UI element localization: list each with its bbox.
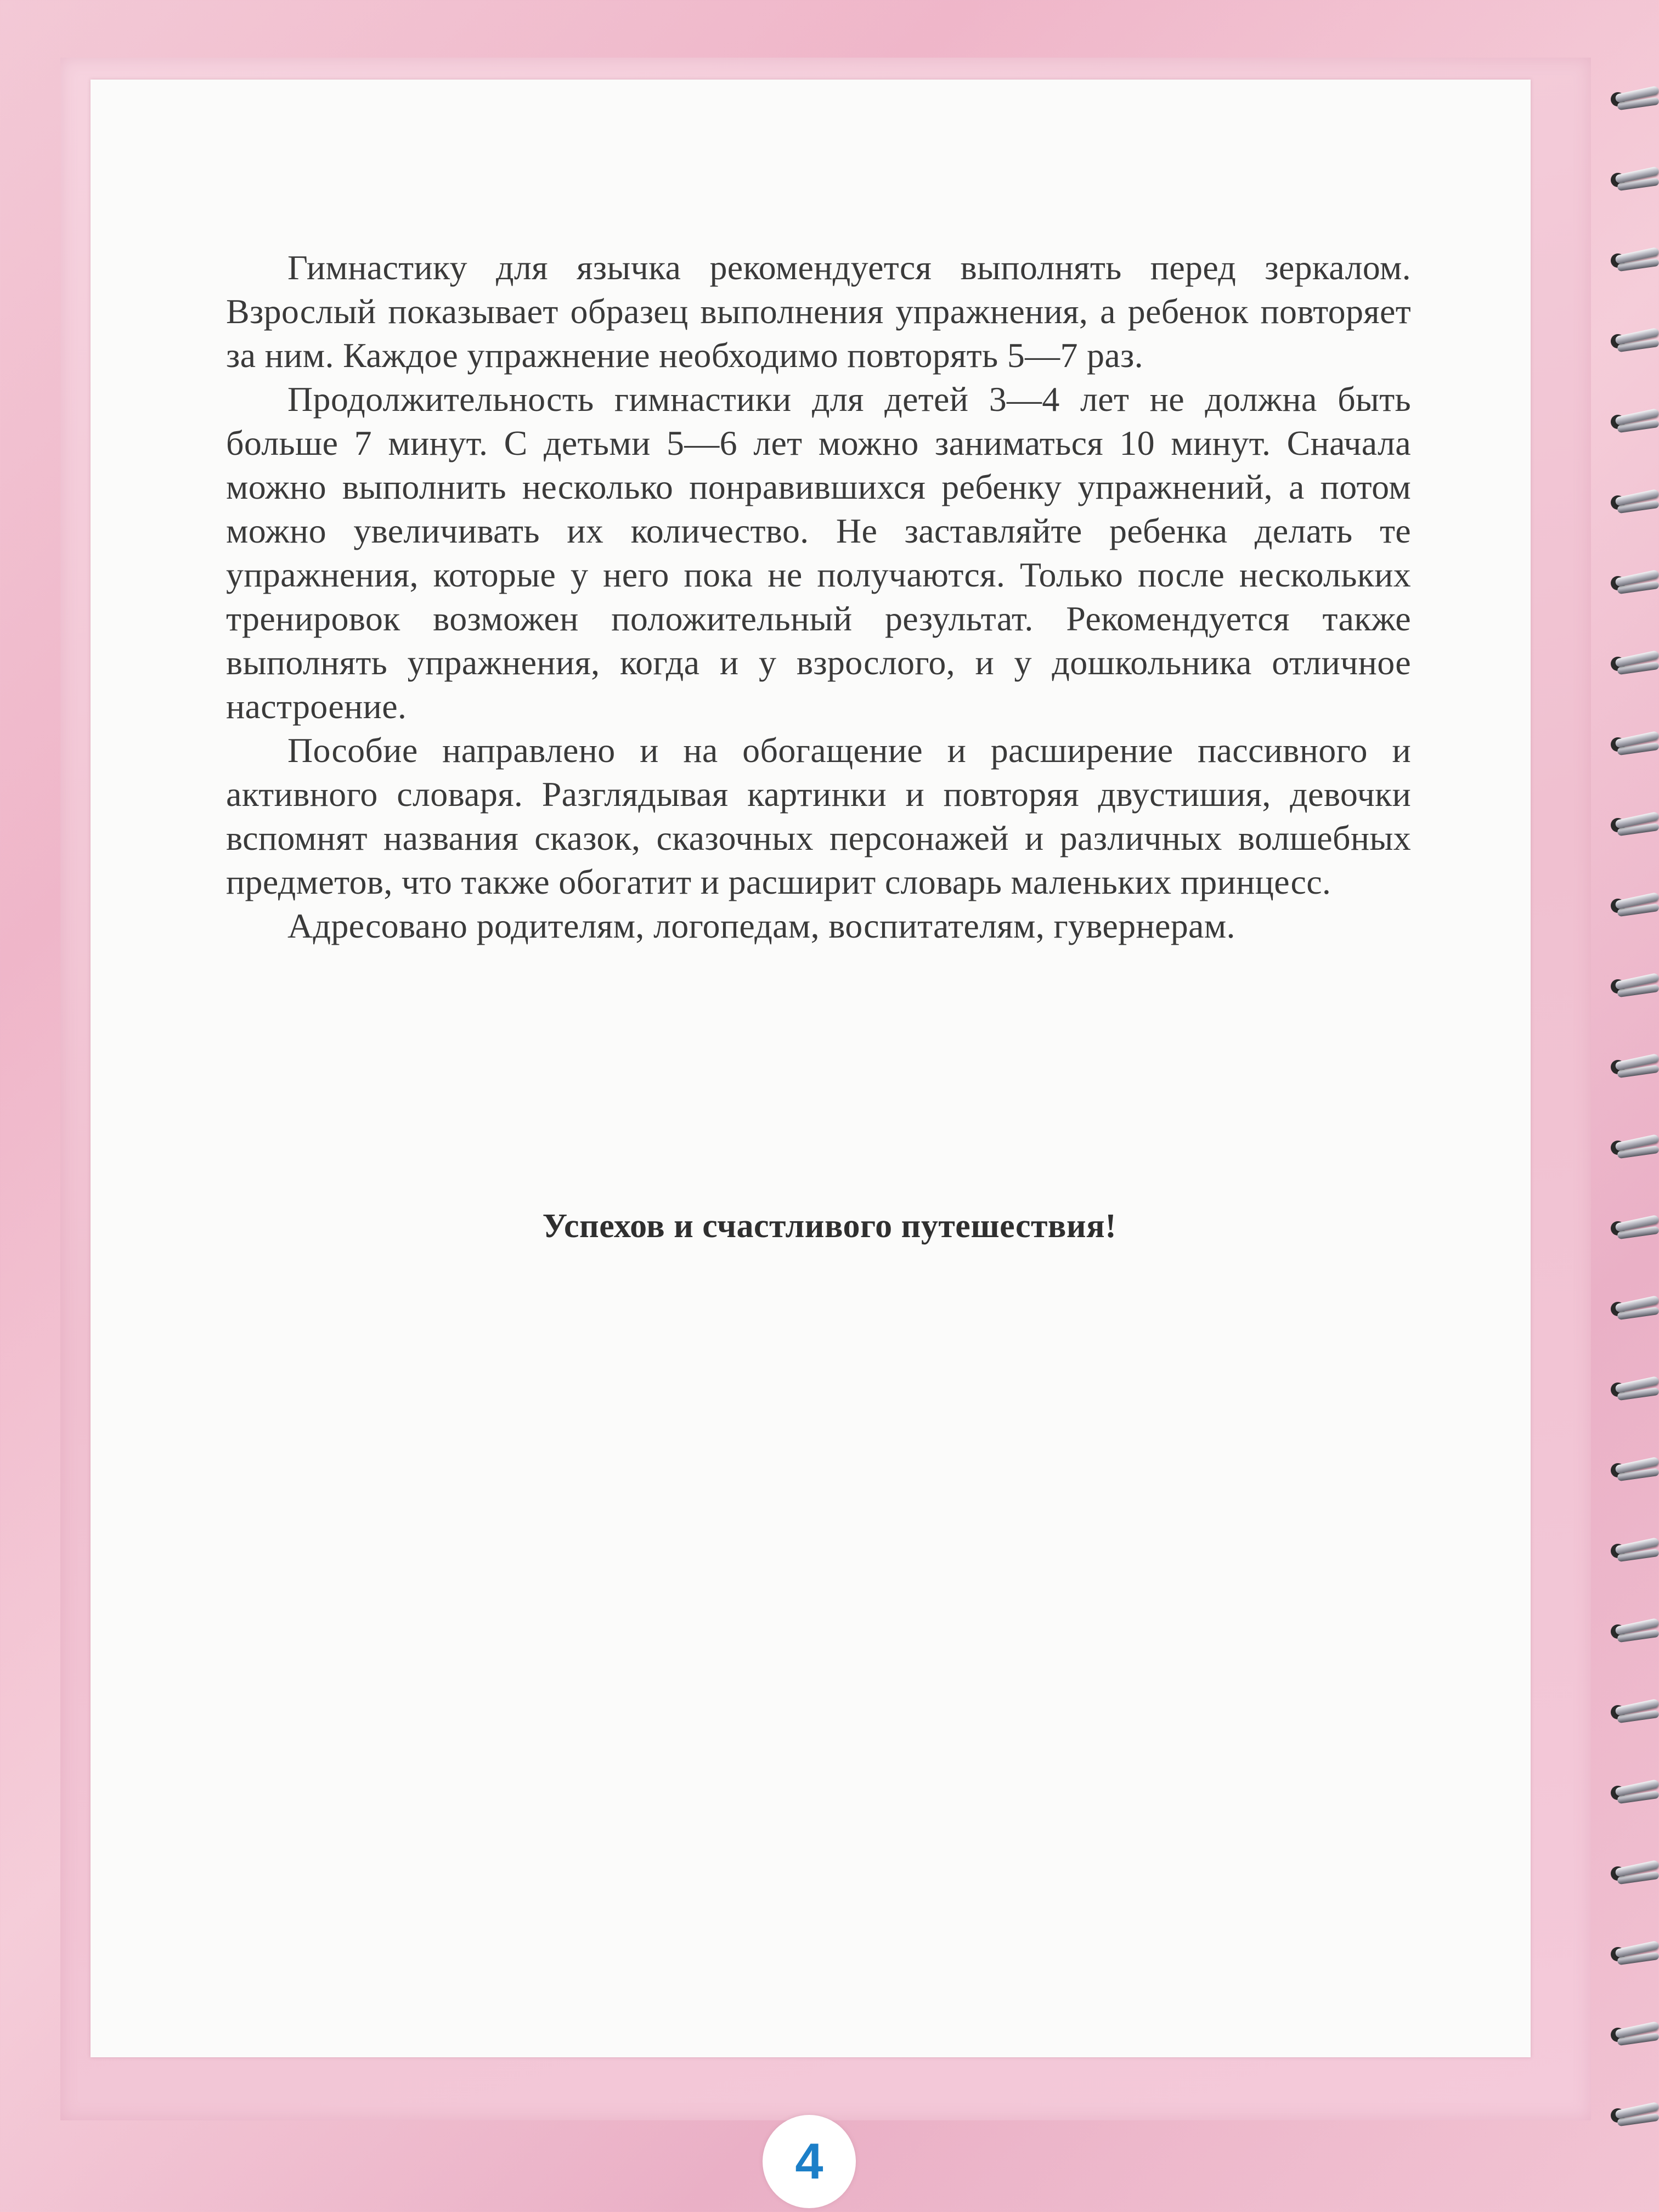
spiral-ring — [1607, 894, 1659, 919]
spiral-ring — [1607, 1701, 1659, 1726]
spiral-ring — [1607, 975, 1659, 1000]
spiral-ring — [1607, 1136, 1659, 1161]
spiral-ring — [1607, 249, 1659, 274]
spiral-binding — [1607, 66, 1659, 2212]
spiral-ring — [1607, 1297, 1659, 1323]
paragraph-1: Гимнастику для язычка рекомендуется выполнять перед зеркалом. Взрослый показывает образец выполнения упражнения, а ребенок повторяет за ним. Каждое упражнение необходимо повторять 5—7 раз. — [226, 248, 1411, 375]
spiral-ring — [1607, 1539, 1659, 1565]
spiral-ring — [1607, 2104, 1659, 2129]
page-number: 4 — [763, 2115, 856, 2208]
spiral-ring — [1607, 410, 1659, 436]
paragraph-3: Пособие направлено и на обогащение и расширение пассивного и активного словаря. Разглядывая картинки и повторяя двустишия, девочки вспомнят названия сказок, сказочных персонажей и различных волшебных предметов, что также обогатит и расширит словарь маленьких принцесс. — [226, 731, 1411, 901]
spiral-ring — [1607, 652, 1659, 678]
spiral-ring — [1607, 572, 1659, 597]
spiral-ring — [1607, 1217, 1659, 1242]
spiral-ring — [1607, 1943, 1659, 1968]
spiral-ring — [1607, 2023, 1659, 2049]
spiral-ring — [1607, 330, 1659, 355]
spiral-ring — [1607, 1459, 1659, 1484]
spiral-ring — [1607, 88, 1659, 113]
spiral-ring — [1607, 168, 1659, 194]
spiral-ring — [1607, 814, 1659, 839]
spiral-ring — [1607, 1378, 1659, 1403]
body-text — [226, 246, 1411, 948]
spiral-ring — [1607, 1620, 1659, 1645]
spiral-ring — [1607, 1781, 1659, 1807]
spiral-ring — [1607, 1056, 1659, 1081]
closing-line: Успехов и счастливого путешествия! — [542, 1207, 1117, 1245]
spiral-ring — [1607, 491, 1659, 516]
paragraph-4: Адресовано родителям, логопедам, воспитателям, гувернерам. — [287, 906, 1235, 945]
spiral-ring — [1607, 1862, 1659, 1887]
paragraph-2: Продолжительность гимнастики для детей 3—4 лет не должна быть больше 7 минут. С детьми 5—6 лет можно заниматься 10 минут. Сначала можно выполнить несколько понравившихся ребенку упражнений, а потом можно увеличивать их количество. Не заставляйте ребенка делать те упражнения, которые у него пока не получаются. Только после нескольких тренировок возможен положительный результат. Рекомендуется также выполнять упражнения, когда и у взрослого, и у дошкольника отличное настроение. — [226, 380, 1411, 726]
spiral-ring — [1607, 733, 1659, 758]
